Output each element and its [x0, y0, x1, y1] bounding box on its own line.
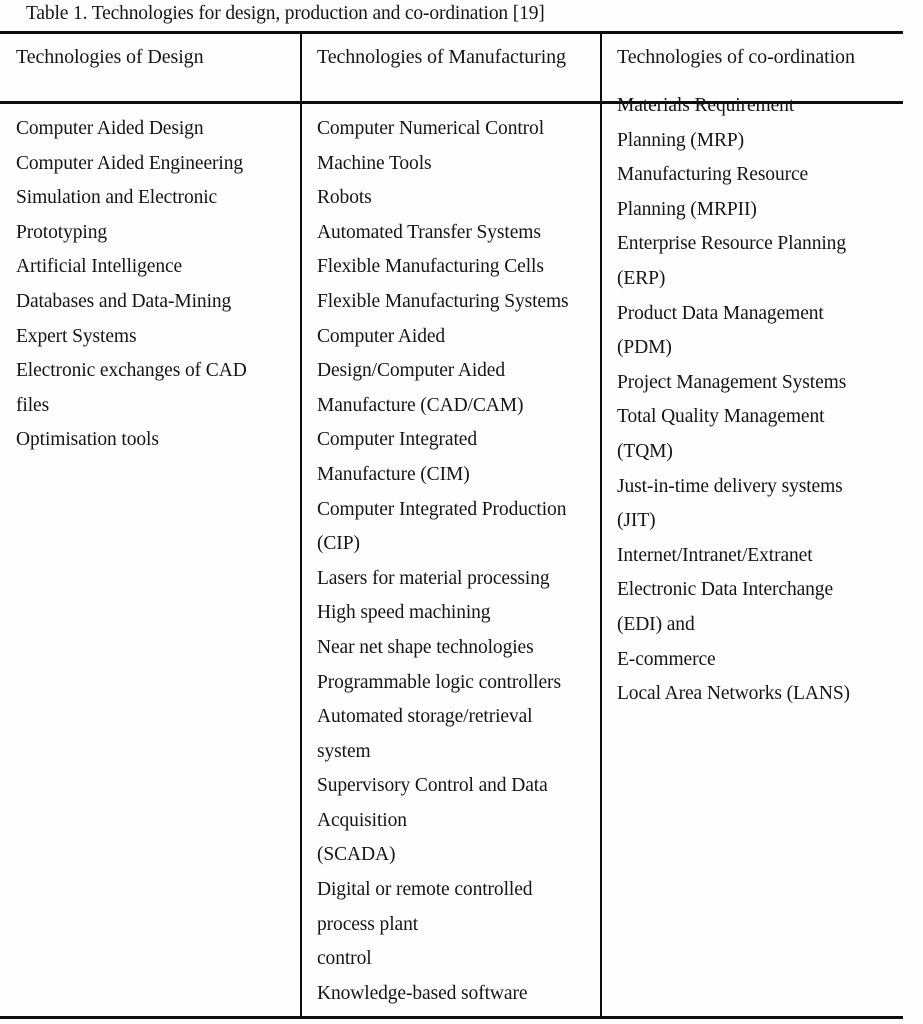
table-caption: Table 1. Technologies for design, production and co-ordination [19]	[26, 3, 545, 24]
cell-line: Lasers for material processing	[317, 567, 550, 589]
cell-line: (SCADA)	[317, 844, 396, 866]
cell-line: Product Data Management	[617, 302, 824, 324]
cell-line: (TQM)	[617, 440, 673, 462]
cell-line: Computer Aided Design	[16, 118, 204, 139]
cell-line: Simulation and Electronic	[16, 187, 218, 209]
cell-line: Knowledge-based software	[317, 982, 528, 1004]
cell-line: Design/Computer Aided	[317, 360, 506, 382]
cell-line: Planning (MRP)	[617, 129, 744, 151]
cell-line: Optimisation tools	[16, 429, 159, 451]
cell-line: Materials Requirement	[617, 95, 795, 116]
cell-line: (ERP)	[617, 267, 666, 289]
column-header-manufacturing: Technologies of Manufacturing	[317, 46, 566, 68]
cell-line: Total Quality Management	[617, 406, 825, 428]
cell-line: Flexible Manufacturing Systems	[317, 290, 569, 312]
cell-line: Computer Aided Engineering	[16, 152, 244, 174]
cell-line: E-commerce	[617, 648, 716, 670]
cell-line: (EDI) and	[617, 613, 695, 635]
cell-line: (JIT)	[617, 510, 656, 532]
cell-line: Computer Numerical Control	[317, 118, 545, 139]
cell-line: Artificial Intelligence	[16, 256, 183, 278]
cell-line: system	[317, 740, 371, 762]
cell-line: Machine Tools	[317, 152, 432, 174]
cell-line: Computer Aided	[317, 325, 446, 347]
cell-line: Computer Integrated Production	[317, 498, 567, 520]
cell-line: Expert Systems	[16, 325, 137, 347]
cell-line: Automated Transfer Systems	[317, 221, 541, 243]
cell-line: Computer Integrated	[317, 429, 478, 451]
cell-line: Robots	[317, 187, 372, 209]
cell-line: Supervisory Control and Data	[317, 775, 548, 797]
cell-line: Manufacture (CIM)	[317, 463, 470, 485]
column-divider-1	[300, 31, 302, 1019]
cell-line: Manufacture (CAD/CAM)	[317, 394, 524, 416]
cell-line: Planning (MRPII)	[617, 198, 757, 220]
cell-line: Electronic Data Interchange	[617, 579, 834, 601]
column-body-coordination	[617, 89, 907, 712]
cell-line: Internet/Intranet/Extranet	[617, 544, 813, 566]
column-divider-2	[600, 31, 602, 1019]
cell-line: Prototyping	[16, 221, 107, 243]
cell-line: Flexible Manufacturing Cells	[317, 256, 544, 278]
column-body-manufacturing	[317, 112, 595, 1011]
cell-line: (PDM)	[617, 337, 672, 359]
cell-line: Local Area Networks (LANS)	[617, 683, 850, 705]
cell-line: Automated storage/retrieval	[317, 706, 533, 728]
cell-line: files	[16, 394, 50, 416]
cell-line: Digital or remote controlled	[317, 879, 533, 901]
cell-line: process plant	[317, 913, 419, 935]
cell-line: Databases and Data-Mining	[16, 290, 232, 312]
cell-line: control	[317, 948, 372, 970]
cell-line: High speed machining	[317, 602, 491, 624]
cell-line: Near net shape technologies	[317, 636, 534, 658]
cell-line: Enterprise Resource Planning	[617, 233, 846, 255]
table-top-rule	[0, 31, 903, 34]
cell-line: Project Management Systems	[617, 371, 847, 393]
column-header-design: Technologies of Design	[16, 46, 204, 68]
cell-line: (CIP)	[317, 533, 360, 555]
table-bottom-rule	[0, 1016, 903, 1019]
cell-line: Acquisition	[317, 809, 407, 831]
column-body-design	[16, 112, 294, 458]
cell-line: Just-in-time delivery systems	[617, 475, 843, 497]
cell-line: Manufacturing Resource	[617, 164, 809, 186]
cell-line: Programmable logic controllers	[317, 671, 561, 693]
cell-line: Electronic exchanges of CAD	[16, 360, 247, 382]
column-header-coordination: Technologies of co-ordination	[617, 46, 855, 68]
